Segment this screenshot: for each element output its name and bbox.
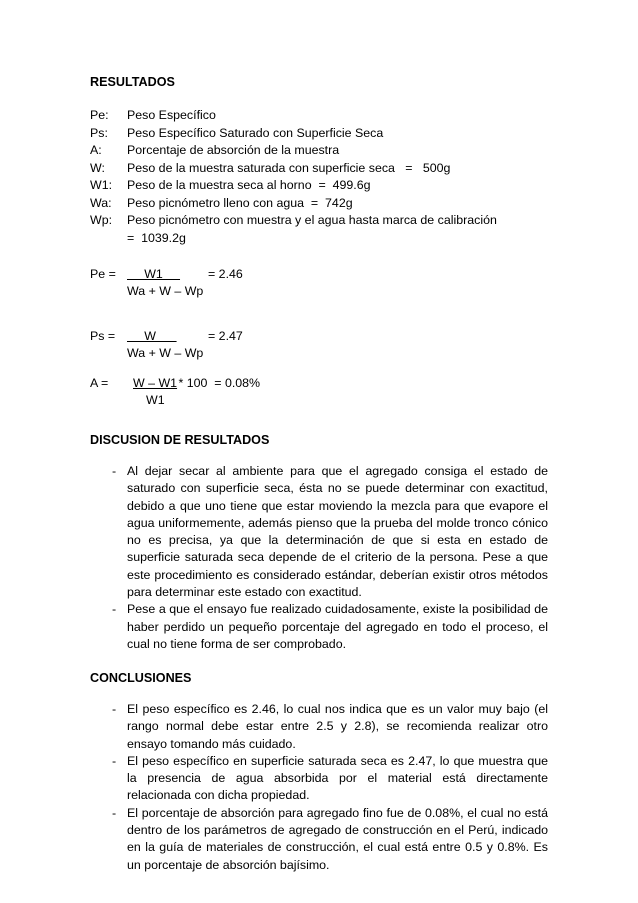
definition-symbol: Wp: (90, 213, 113, 227)
definition-symbol: W1: (90, 178, 113, 192)
formula-lhs: Ps = (90, 329, 116, 343)
formula-denominator: W1 (146, 393, 165, 407)
definition-row (90, 195, 560, 213)
definition-text: Porcentaje de absorción de la muestra (127, 143, 340, 157)
bullet-dash: - (112, 464, 117, 478)
definition-text: Peso picnómetro lleno con agua = 742g (127, 195, 353, 210)
formula-numerator: W – W1 (133, 376, 178, 390)
list-item (90, 753, 548, 805)
results-heading: RESULTADOS (90, 75, 175, 89)
definition-row (90, 177, 560, 195)
conclusions-heading: CONCLUSIONES (90, 671, 192, 685)
list-item (90, 601, 548, 653)
list-item (90, 701, 548, 753)
discussion-heading: DISCUSION DE RESULTADOS (90, 433, 270, 447)
definition-text: Peso de la muestra seca al horno = 499.6g (127, 178, 371, 192)
list-item-text: El porcentaje de absorción para agregado fino fue de 0.08%, el cual no está dentro de los parámetros de agregado de construcción en el Perú, indicado en la guía de materiales de construcción, el cual está entre 0.5 y 0.8%. Es un porcentaje de absorción bajísimo. (127, 805, 548, 872)
formula-denominator: Wa + W – Wp (127, 284, 204, 298)
definition-row (90, 142, 560, 160)
definition-text: Peso Específico (127, 108, 216, 122)
definition-text: Peso Específico Saturado con Superficie Seca (127, 125, 384, 140)
formula-lhs: A = (90, 376, 109, 390)
definition-symbol: Ps: (90, 125, 108, 140)
list-item (90, 463, 548, 601)
bullet-dash: - (112, 602, 117, 617)
definition-text: = 1039.2g (127, 230, 186, 245)
definition-symbol: Wa: (90, 195, 112, 210)
bullet-dash: - (112, 702, 117, 716)
list-item-text: Pese a que el ensayo fue realizado cuidadosamente, existe la posibilidad de haber perdido un pequeño porcentaje del agregado en todo el proceso, el cual no tiene forma de ser comprobado. (127, 602, 548, 651)
discussion-list (90, 463, 548, 653)
definition-row (90, 160, 560, 178)
formula-denominator: Wa + W – Wp (127, 346, 204, 360)
formula-numerator: W1 (127, 267, 181, 281)
definition-symbol: W: (90, 160, 105, 175)
bullet-dash: - (112, 753, 117, 768)
definitions-list (90, 107, 560, 247)
definition-row (90, 230, 560, 248)
definition-symbol: Pe: (90, 108, 109, 122)
bullet-dash: - (112, 805, 117, 820)
list-item-text: El peso específico es 2.46, lo cual nos indica que es un valor muy bajo (el rango normal debe estar entre 2.5 y 2.8), se recomienda realizar otro ensayo tomando más cuidado. (127, 702, 548, 751)
list-item (90, 805, 548, 874)
definition-symbol: A: (90, 143, 102, 157)
formula-result: = 2.46 (208, 267, 243, 281)
formula-lhs: Pe = (90, 267, 116, 281)
formula-result: * 100 = 0.08% (175, 376, 261, 390)
formula-numerator: W (127, 329, 177, 343)
list-item-text: El peso específico en superficie saturada seca es 2.47, lo que muestra que la presencia de agua absorbida por el material está directamente relacionada con dicha propiedad. (127, 753, 548, 803)
definition-text: Peso de la muestra saturada con superficie seca = 500g (127, 160, 451, 175)
formula-result: = 2.47 (208, 329, 243, 343)
definition-text: Peso picnómetro con muestra y el agua hasta marca de calibración (127, 213, 497, 227)
definition-row (90, 125, 560, 143)
definition-row (90, 107, 560, 125)
definition-row (90, 212, 560, 230)
conclusions-list (90, 701, 548, 874)
list-item-text: Al dejar secar al ambiente para que el agregado consiga el estado de saturado con superficie seca, ésta no se puede determinar con exactitud, debido a que uno tiene que estar moviendo la mezcla para que evapore el agua uniformemente, además pienso que la prueba del molde tronco cónico no es precisa, ya que la determinación de que si esta en estado de superficie saturada seca depende de el criterio de la persona. Pese a que este procedimiento es considerado estándar, deberían existir otros métodos para determinar este estado con exactitud. (127, 464, 548, 600)
